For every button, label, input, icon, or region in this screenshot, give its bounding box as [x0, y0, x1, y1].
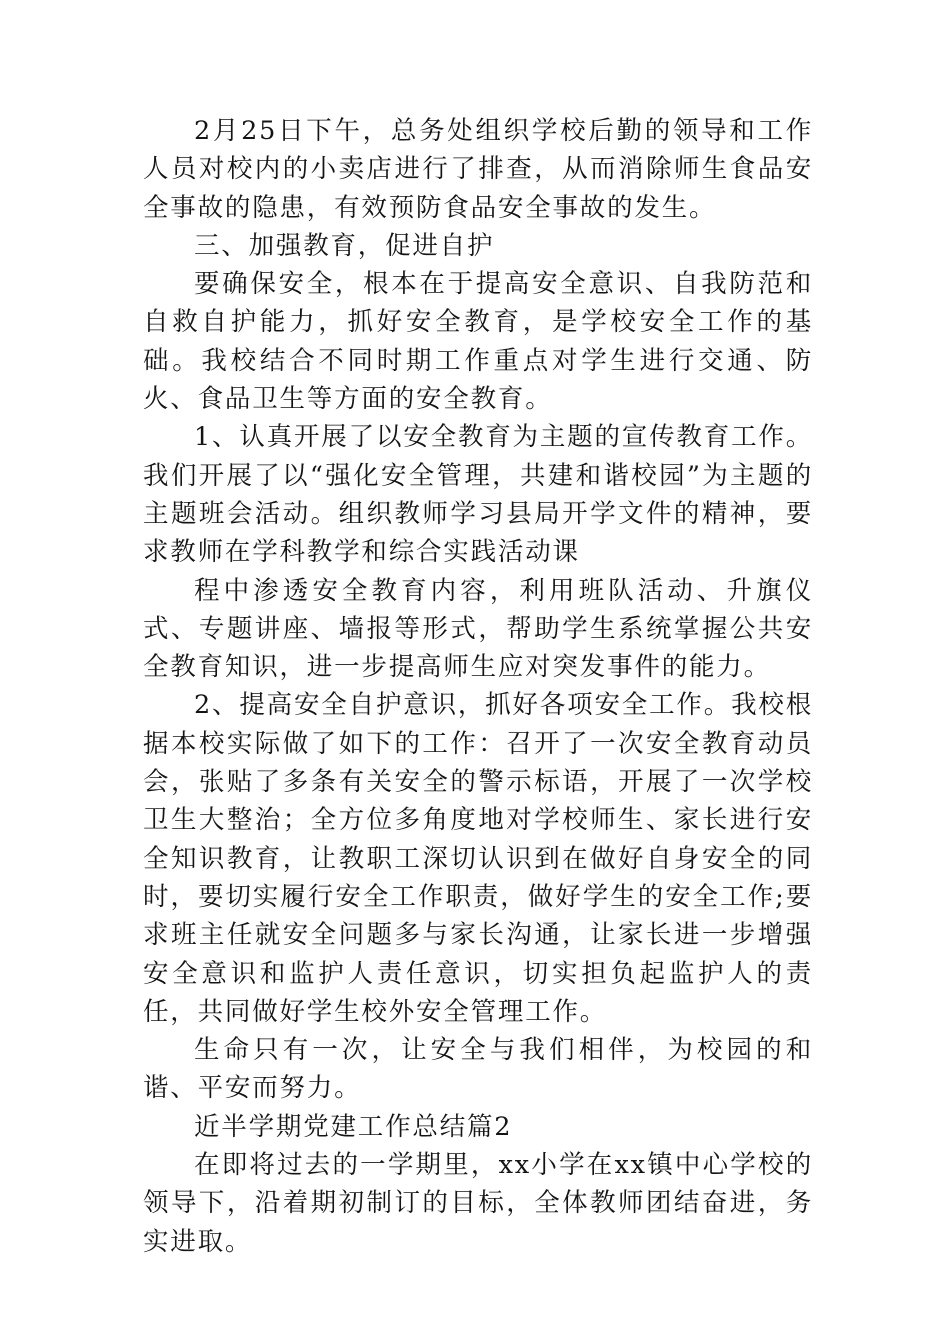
section-heading-education: 三、加强教育，促进自护: [194, 230, 495, 261]
paragraph-intro-part-2: 在即将过去的一学期里，xx小学在xx镇中心学校的领导下，沿着期初制订的目标，全体教师团结奋进，务实进取。: [143, 1150, 813, 1257]
paragraph-item-1-continued: 程中渗透安全教育内容，利用班队活动、升旗仪式、专题讲座、墙报等形式，帮助学生系统掌握公共安全教育知识，进一步提高师生应对突发事件的能力。: [143, 575, 813, 683]
paragraph-closing: 生命只有一次，让安全与我们相伴，为校园的和谐、平安而努力。: [143, 1035, 813, 1104]
article-title-part-2: 近半学期党建工作总结篇2: [194, 1111, 513, 1142]
paragraph-item-1-publicity: 1、认真开展了以安全教育为主题的宣传教育工作。我们开展了以“强化安全管理，共建和谐校园”为主题的主题班会活动。组织教师学习县局开学文件的精神，要求教师在学科教学和综合实践活动课: [143, 422, 813, 568]
document-body: [143, 112, 813, 1261]
paragraph-canteen-inspection: 2月25日下午，总务处组织学校后勤的领导和工作人员对校内的小卖店进行了排查，从而消除师生食品安全事故的隐患，有效预防食品安全事故的发生。: [143, 116, 813, 223]
paragraph-item-2-self-protection: 2、提高安全自护意识，抓好各项安全工作。我校根据本校实际做了如下的工作：召开了一次安全教育动员会，张贴了多条有关安全的警示标语，开展了一次学校卫生大整治；全方位多角度地对学校师生、家长进行安全知识教育，让教职工深切认识到在做好自身安全的同时，要切实履行安全工作职责，做好学生的安全工作;要求班主任就安全问题多与家长沟通，让家长进一步增强安全意识和监护人责任意识，切实担负起监护人的责任，共同做好学生校外安全管理工作。: [143, 690, 813, 1027]
paragraph-safety-awareness: 要确保安全，根本在于提高安全意识、自我防范和自救自护能力，抓好安全教育，是学校安全工作的基础。我校结合不同时期工作重点对学生进行交通、防火、食品卫生等方面的安全教育。: [143, 269, 813, 415]
